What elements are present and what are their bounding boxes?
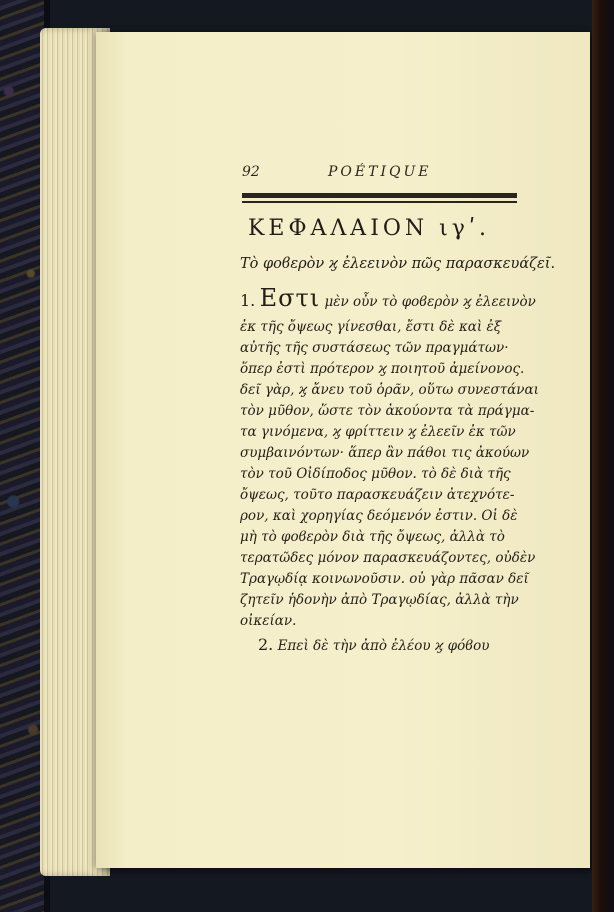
text-line: Επεὶ δὲ τὴν ἀπὸ ἐλέου ϗ φόϐου — [277, 638, 490, 654]
page-number: 92 — [242, 164, 260, 180]
text-line: τα γινόμενα, ϗ φρίττειν ϗ ἐλεεῖν ἐκ τῶν — [240, 424, 516, 440]
running-title: POÉTIQUE — [328, 164, 432, 180]
text-line: τὸν μῦθον, ὥστε τὸν ἀκούοντα τὰ πράγμα- — [240, 403, 535, 419]
right-cover-edge — [592, 0, 614, 912]
text-line: ρον, καὶ χορηγίας δεόμενόν ἐστιν. Οἱ δὲ — [240, 508, 518, 524]
paragraph-number: 1. — [240, 291, 256, 310]
chapter-summary: Τὸ φοϐερὸν ϗ ἐλεεινὸν πῶς παρασκευάζεῖ. — [240, 256, 556, 272]
marbled-cover — [0, 0, 44, 912]
text-line: τὸν τοῦ Οἰδίποδος μῦθον. τὸ δὲ διὰ τῆς — [240, 466, 511, 482]
text-line: τερατῶδες μόνον παρασκευάζοντες, οὐδὲν — [240, 550, 536, 566]
text-line: ἐκ τῆς ὄψεως γίνεσθαι, ἔστι δὲ καὶ ἐξ — [240, 319, 502, 335]
text-line: συμβαινόντων· ἅπερ ἂν πάθοι τις ἀκούων — [240, 445, 530, 461]
text-line: μὴ τὸ φοϐερὸν διὰ τῆς ὄψεως, ἀλλὰ τὸ — [240, 529, 505, 545]
text-line: μὲν οὖν τὸ φοϐερὸν ϗ ἐλεεινὸν — [324, 294, 536, 310]
text-line: ζητεῖν ἡδονὴν ἀπὸ Τραγῳδίας, ἀλλὰ τὴν — [240, 592, 519, 608]
text-line: ὅπερ ἐστὶ πρότερον ϗ ποιητοῦ ἀμείνονος. — [240, 361, 525, 377]
text-line: ὄψεως, τοῦτο παρασκευάζειν ἀτεχνότε- — [240, 487, 515, 503]
text-line: αὐτῆς τῆς συστάσεως τῶν πραγμάτων· — [240, 340, 509, 356]
text-line: δεῖ γὰρ, ϗ ἄνευ τοῦ ὁρᾶν, οὕτω συνεστάναι — [240, 382, 539, 398]
text-line: οἰκείαν. — [240, 613, 297, 629]
chapter-title: ΚΕΦΑΛΑΙΟΝ ιγʹ. — [248, 216, 491, 241]
header-rule-thick — [242, 193, 517, 198]
lead-word: Εστι — [259, 284, 321, 312]
paragraph-2-first-line — [258, 637, 543, 654]
text-line: Τραγῳδίᾳ κοινωνοῦσιν. οὐ γὰρ πᾶσαν δεῖ — [240, 571, 529, 587]
paragraph-1-first-line — [240, 284, 536, 312]
header-rule-thin — [242, 201, 517, 203]
running-header — [242, 164, 517, 184]
paragraph-number: 2. — [258, 635, 274, 654]
